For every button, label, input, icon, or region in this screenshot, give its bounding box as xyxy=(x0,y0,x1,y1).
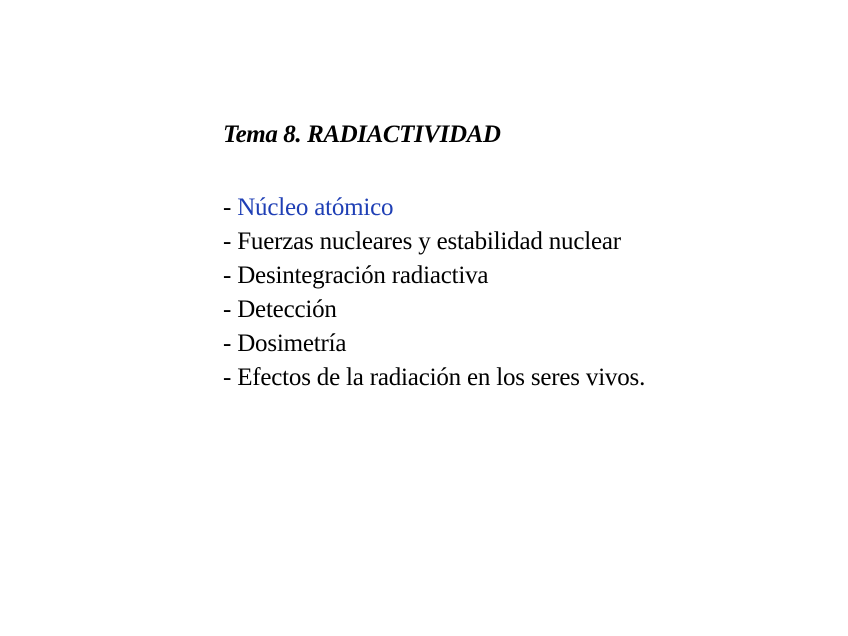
topic-label: Desintegración radiactiva xyxy=(237,262,489,289)
slide-title: Tema 8. RADIACTIVIDAD xyxy=(223,121,501,148)
bullet-prefix: - xyxy=(223,296,238,323)
topic-item-dosimetria xyxy=(223,327,645,361)
bullet-prefix: - xyxy=(223,228,238,255)
topic-item-fuerzas-nucleares xyxy=(223,225,645,259)
bullet-prefix: - xyxy=(223,262,238,289)
topic-link-nucleo-atomico[interactable]: Núcleo atómico xyxy=(237,194,394,221)
topic-item-desintegracion xyxy=(223,259,645,293)
bullet-prefix: - xyxy=(223,330,238,357)
topic-item-nucleo-atomico xyxy=(223,191,645,225)
topic-label: Efectos de la radiación en los seres vivos. xyxy=(237,364,646,391)
bullet-prefix: - xyxy=(223,194,238,221)
topic-list xyxy=(223,191,645,395)
topic-label: Detección xyxy=(237,296,337,323)
topic-item-deteccion xyxy=(223,293,645,327)
topic-label: Dosimetría xyxy=(237,330,347,357)
topic-label: Fuerzas nucleares y estabilidad nuclear xyxy=(237,228,621,255)
bullet-prefix: - xyxy=(223,364,238,391)
topic-item-efectos xyxy=(223,361,645,395)
